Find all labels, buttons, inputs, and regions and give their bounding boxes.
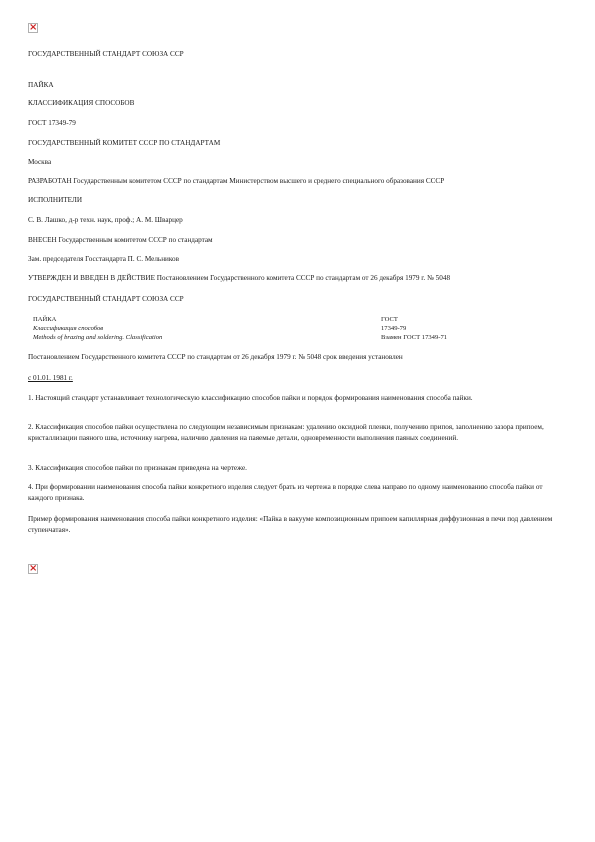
doc-title: ПАЙКА [28,81,54,89]
paragraph-5: Пример формирования наименования способа пайки конкретного изделия: «Пайка в вакууме композиционным припоем капиллярная диффузионная в печи под давлением ступенчатая». [28,515,553,534]
performers: С. В. Лашко, д-р техн. наук, проф.; А. М. Шварцер [28,216,183,224]
effective-date: с 01.01. 1981 г. [28,374,73,382]
paragraph-2: 2. Классификация способов пайки осуществлена по следующим независимым признакам: удалению оксидной пленки, получению припоя, заполнению зазора припоем, кристаллизации паяного шва, источнику нагрева, наличию давления на паяемые детали, одновременности выполнения паяных соединений. [28,423,544,442]
committee-name: ГОСУДАРСТВЕННЫЙ КОМИТЕТ СССР ПО СТАНДАРТАМ [28,139,221,147]
approved-by: УТВЕРЖДЕН И ВВЕДЕН В ДЕЙСТВИЕ Постановлением Государственного комитета СССР по стандартам от 26 декабря 1979 г. № 5048 [28,274,451,282]
table-subtitle-ru: Классификация способов [33,325,104,332]
doc-header-2: ГОСУДАРСТВЕННЫЙ СТАНДАРТ СОЮЗА ССР [28,295,184,303]
doc-subtitle: КЛАССИФИКАЦИЯ СПОСОБОВ [28,99,135,107]
doc-header: ГОСУДАРСТВЕННЫЙ СТАНДАРТ СОЮЗА ССР [28,50,184,58]
table-gost-label: ГОСТ [381,316,398,323]
city: Москва [28,158,52,166]
table-replaces: Взамен ГОСТ 17349-71 [381,334,448,341]
broken-image-icon [28,564,38,574]
table-subtitle-en: Methods of brazing and soldering. Classification [33,334,163,341]
introduced-by: ВНЕСЕН Государственным комитетом СССР по стандартам [28,236,213,244]
table-gost-number: 17349-79 [381,325,407,332]
paragraph-1: 1. Настоящий стандарт устанавливает технологическую классификацию способов пайки и порядок формирования наименования способа пайки. [28,394,473,402]
performers-label: ИСПОЛНИТЕЛИ [28,196,83,204]
table-title: ПАЙКА [33,316,57,323]
paragraph-4: 4. При формировании наименования способа пайки конкретного изделия следует брать из чертежа в порядке слева направо по одному наименованию способа пайки от каждого признака. [28,483,543,502]
gost-number: ГОСТ 17349-79 [28,119,76,127]
broken-image-icon [28,23,38,33]
resolution-text: Постановлением Государственного комитета СССР по стандартам от 26 декабря 1979 г. № 5048 срок введения установлен [28,353,403,361]
deputy-chair: Зам. председателя Госстандарта П. С. Мельников [28,255,180,263]
developed-by: РАЗРАБОТАН Государственным комитетом СССР по стандартам Министерством высшего и среднего специального образования СССР [28,177,445,185]
paragraph-3: 3. Классификация способов пайки по признакам приведена на чертеже. [28,464,247,472]
